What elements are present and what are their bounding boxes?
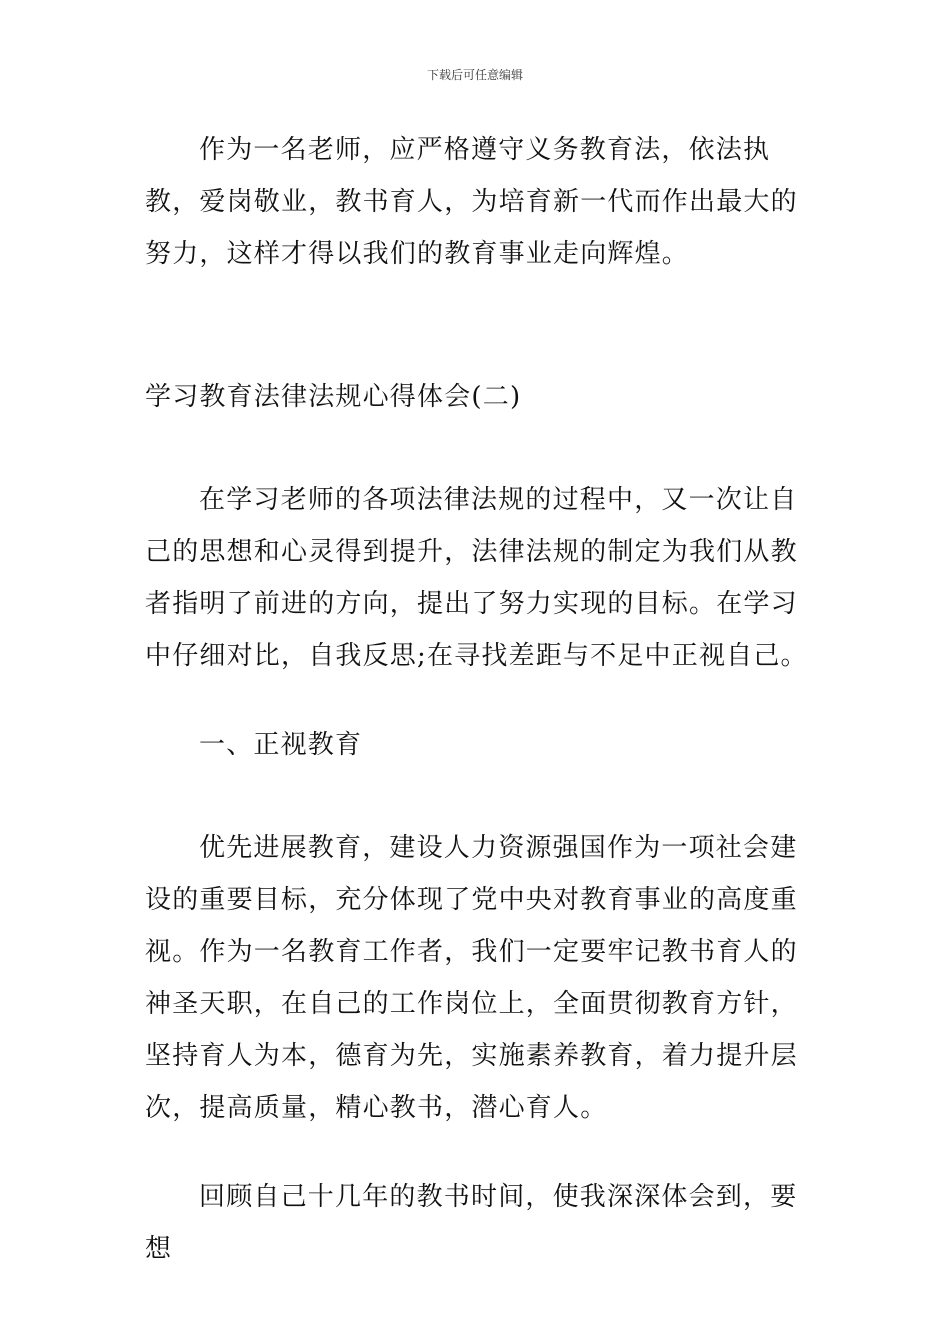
- download-note: 下载后可任意编辑: [426, 68, 523, 82]
- body-paragraph-3: 回顾自己十几年的教书时间，使我深深体会到，要想: [145, 1182, 798, 1264]
- section-title: 学习教育法律法规心得体会(二): [145, 382, 522, 412]
- subheading-1: 一、正视教育: [199, 730, 363, 760]
- body-paragraph-1: 在学习老师的各项法律法规的过程中，又一次让自己的思想和心灵得到提升，法律法规的制定为我们从教者指明了前进的方向，提出了努力实现的目标。在学习中仔细对比，自我反思;在寻找差距与不足中正视自己。: [145, 485, 808, 671]
- body-paragraph-2: 优先进展教育，建设人力资源强国作为一项社会建设的重要目标，充分体现了党中央对教育事业的高度重视。作为一名教育工作者，我们一定要牢记教书育人的神圣天职，在自己的工作岗位上，全面贯彻教育方针，坚持育人为本，德育为先，实施素养教育，着力提升层次，提高质量，精心教书，潜心育人。: [145, 833, 798, 1123]
- intro-paragraph: 作为一名老师，应严格遵守义务教育法，依法执教，爱岗敬业，教书育人，为培育新一代而作出最大的努力，这样才得以我们的教育事业走向辉煌。: [145, 135, 798, 269]
